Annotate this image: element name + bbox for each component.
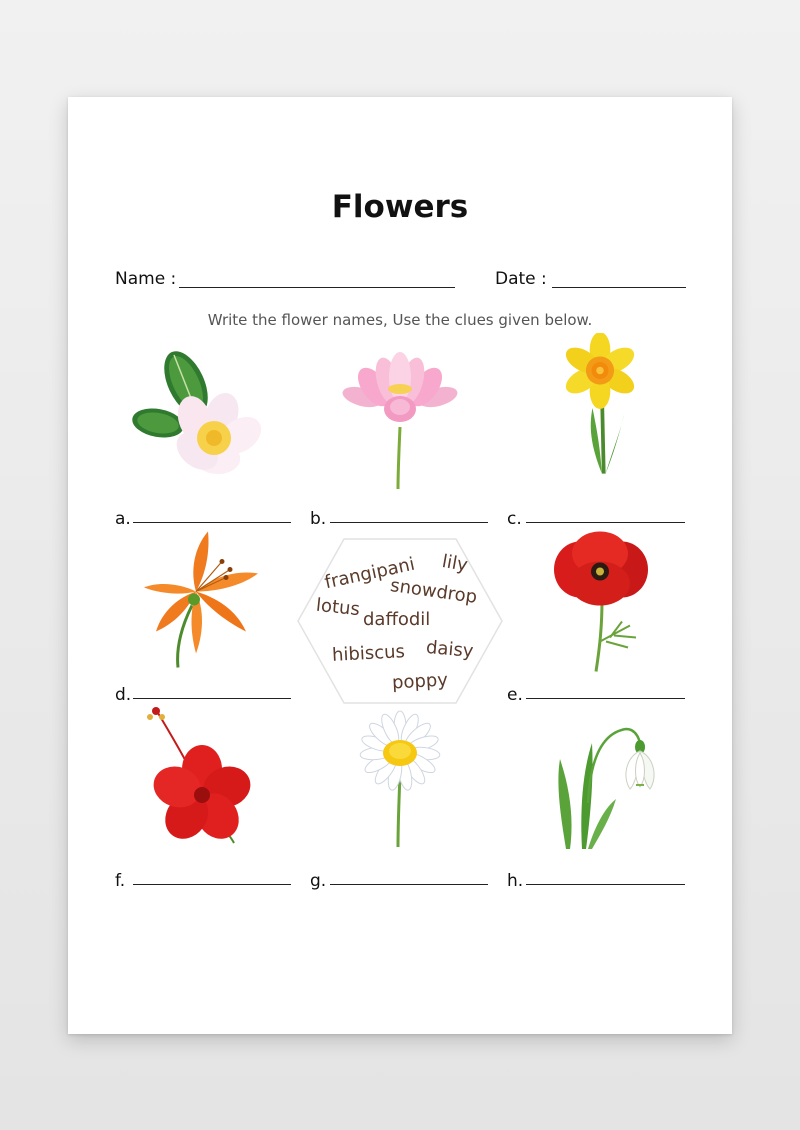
lily-icon (140, 527, 280, 677)
frangipani-icon (130, 349, 270, 499)
snowdrop-icon (530, 703, 670, 853)
answer-field-h[interactable] (526, 884, 685, 885)
word-daisy: daisy (425, 636, 475, 663)
answer-field-b[interactable] (330, 522, 488, 523)
word-hibiscus: hibiscus (331, 641, 406, 666)
poppy-icon (530, 527, 670, 677)
answer-label-a: a. (115, 509, 131, 529)
daffodil-icon (530, 333, 670, 483)
name-field[interactable] (179, 287, 455, 288)
answer-field-a[interactable] (133, 522, 291, 523)
answer-label-h: h. (507, 871, 524, 891)
date-label: Date : (495, 269, 547, 289)
daisy-icon (330, 703, 470, 853)
answer-label-f: f. (115, 871, 126, 891)
date-field[interactable] (552, 287, 686, 288)
answer-label-c: c. (507, 509, 522, 529)
answer-label-e: e. (507, 685, 523, 705)
word-lotus: lotus (315, 594, 361, 621)
hibiscus-icon (140, 703, 280, 853)
word-lily: lily (440, 550, 470, 577)
answer-label-d: d. (115, 685, 132, 705)
answer-label-b: b. (310, 509, 327, 529)
word-daffodil: daffodil (363, 609, 431, 630)
lotus-icon (330, 349, 470, 499)
answer-label-g: g. (310, 871, 327, 891)
word-bank (296, 537, 504, 705)
instruction-text: Write the flower names, Use the clues given below. (207, 311, 593, 329)
worksheet-title: Flowers (331, 189, 469, 225)
answer-field-f[interactable] (133, 884, 291, 885)
answer-field-e[interactable] (526, 698, 685, 699)
name-label: Name : (115, 269, 177, 289)
word-frangipani: frangipani (322, 553, 417, 594)
word-poppy: poppy (391, 669, 449, 694)
answer-field-g[interactable] (330, 884, 488, 885)
word-snowdrop: snowdrop (388, 575, 479, 608)
answer-field-c[interactable] (526, 522, 685, 523)
answer-field-d[interactable] (133, 698, 291, 699)
worksheet-page (68, 97, 732, 1034)
